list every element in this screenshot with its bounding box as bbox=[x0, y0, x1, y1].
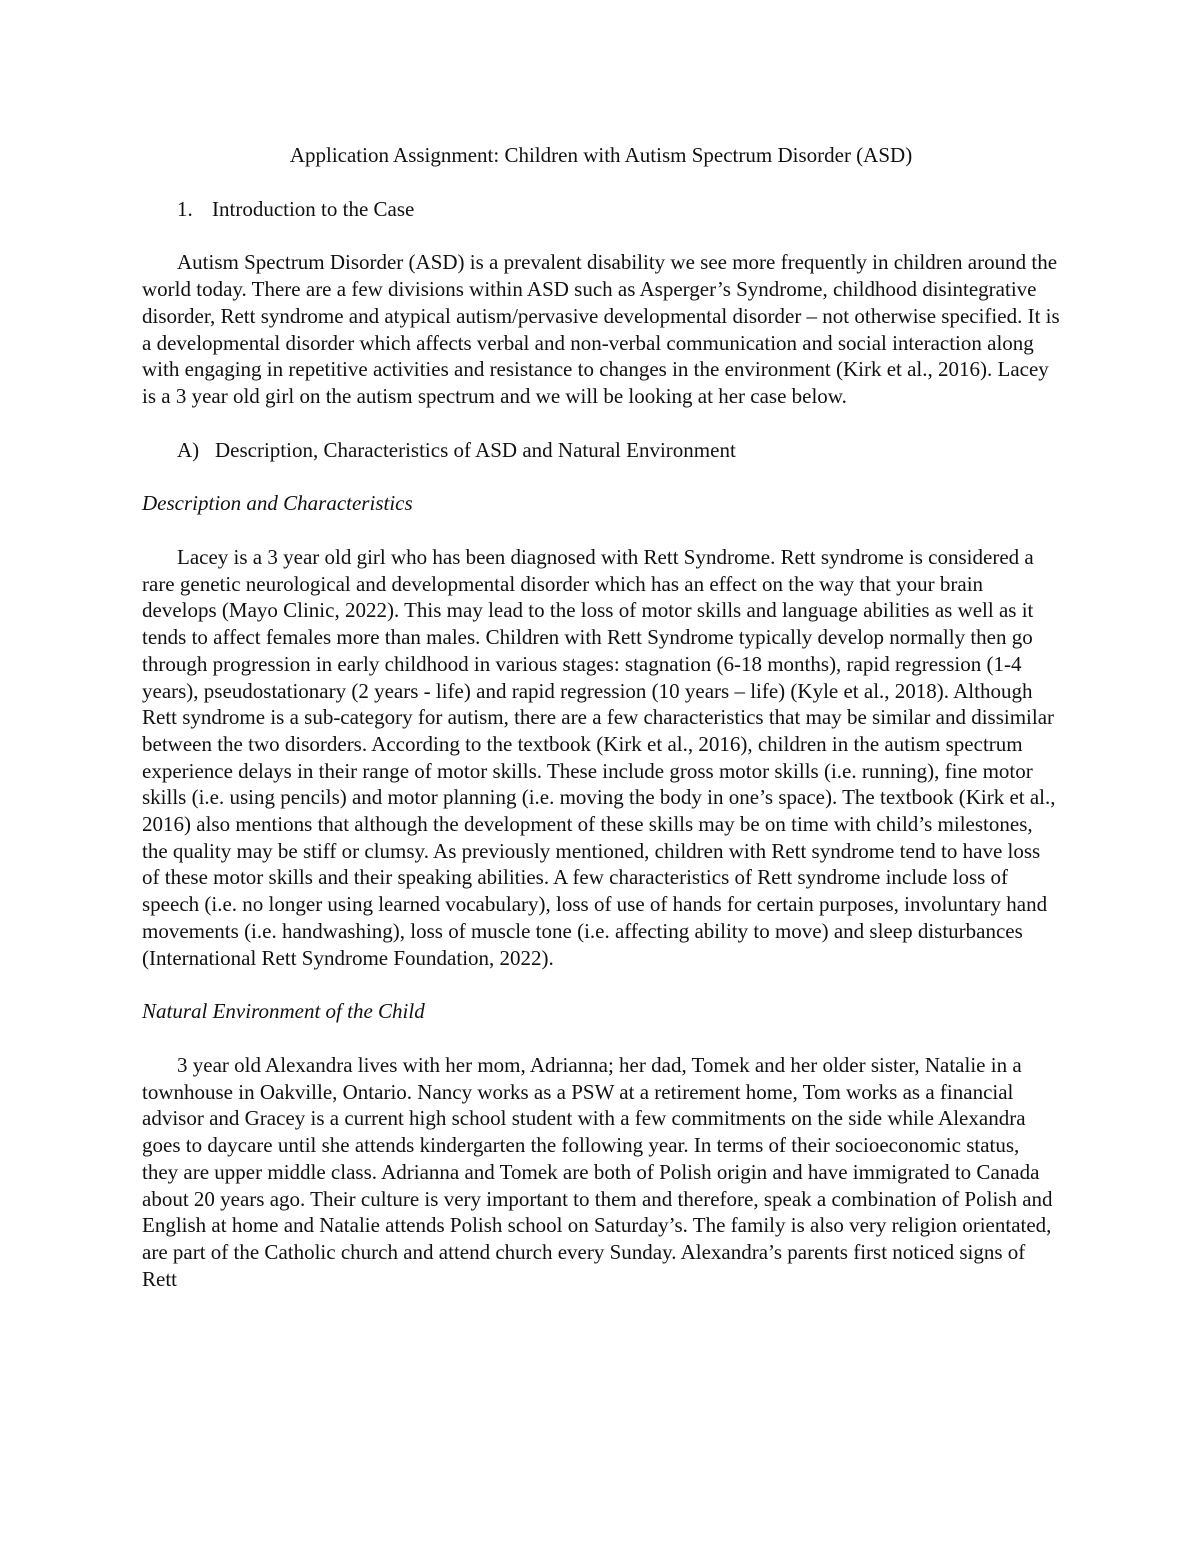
section-heading-introduction bbox=[142, 196, 1060, 223]
description-paragraph: Lacey is a 3 year old girl who has been diagnosed with Rett Syndrome. Rett syndrome is considered a rare genetic neurological and developmental disorder which has an effect on the way that your brain develops (Mayo Clinic, 2022). This may lead to the loss of motor skills and language abilities as well as it tends to affect females more than males. Children with Rett Syndrome typically develop normally then go through progression in early childhood in various stages: stagnation (6-18 months), rapid regression (1-4 years), pseudostationary (2 years - life) and rapid regression (10 years – life) (Kyle et al., 2018). Although Rett syndrome is a sub-category for autism, there are a few characteristics that may be similar and dissimilar between the two disorders. According to the textbook (Kirk et al., 2016), children in the autism spectrum experience delays in their range of motor skills. These include gross motor skills (i.e. running), fine motor skills (i.e. using pencils) and motor planning (i.e. moving the body in one’s space). The textbook (Kirk et al., 2016) also mentions that although the development of these skills may be on time with child’s milestones, the quality may be stiff or clumsy. As previously mentioned, children with Rett syndrome tend to have loss of these motor skills and their speaking abilities. A few characteristics of Rett syndrome include loss of speech (i.e. no longer using learned vocabulary), loss of use of hands for certain purposes, involuntary hand movements (i.e. handwashing), loss of muscle tone (i.e. affecting ability to move) and sleep disturbances (International Rett Syndrome Foundation, 2022). bbox=[142, 545, 1056, 970]
section-label: Introduction to the Case bbox=[212, 196, 415, 221]
environment-paragraph: 3 year old Alexandra lives with her mom, Adrianna; her dad, Tomek and her older sister, Natalie in a townhouse in Oakville, Ontario. Nancy works as a PSW at a retirement home, Tom works as a financial advisor and Gracey is a current high school student with a few commitments on the side while Alexandra goes to daycare until she attends kindergarten the following year. In terms of their socioeconomic status, they are upper middle class. Adrianna and Tomek are both of Polish origin and have immigrated to Canada about 20 years ago. Their culture is very important to them and therefore, speak a combination of Polish and English at home and Natalie attends Polish school on Saturday’s. The family is also very religion orientated, are part of the Catholic church and attend church every Sunday. Alexandra’s parents first noticed signs of Rett bbox=[142, 1052, 1053, 1291]
description-heading: Description and Characteristics bbox=[142, 491, 413, 516]
section-number: 1. bbox=[177, 196, 193, 221]
intro-paragraph: Autism Spectrum Disorder (ASD) is a prevalent disability we see more frequently in children around the world today. There are a few divisions within ASD such as Asperger’s Syndrome, childhood disintegrative disorder, Rett syndrome and atypical autism/pervasive developmental disorder – not otherwise specified. It is a developmental disorder which affects verbal and non-verbal communication and social interaction along with engaging in repetitive activities and resistance to changes in the environment (Kirk et al., 2016). Lacey is a 3 year old girl on the autism spectrum and we will be looking at her case below. bbox=[142, 250, 1060, 408]
document-body bbox=[142, 142, 1060, 1292]
subsection-heading-a bbox=[142, 437, 1060, 464]
subsection-number: A) bbox=[177, 437, 200, 462]
subsection-label: Description, Characteristics of ASD and Natural Environment bbox=[215, 437, 736, 462]
document-title: Application Assignment: Children with Autism Spectrum Disorder (ASD) bbox=[289, 143, 913, 167]
environment-heading: Natural Environment of the Child bbox=[142, 999, 425, 1024]
